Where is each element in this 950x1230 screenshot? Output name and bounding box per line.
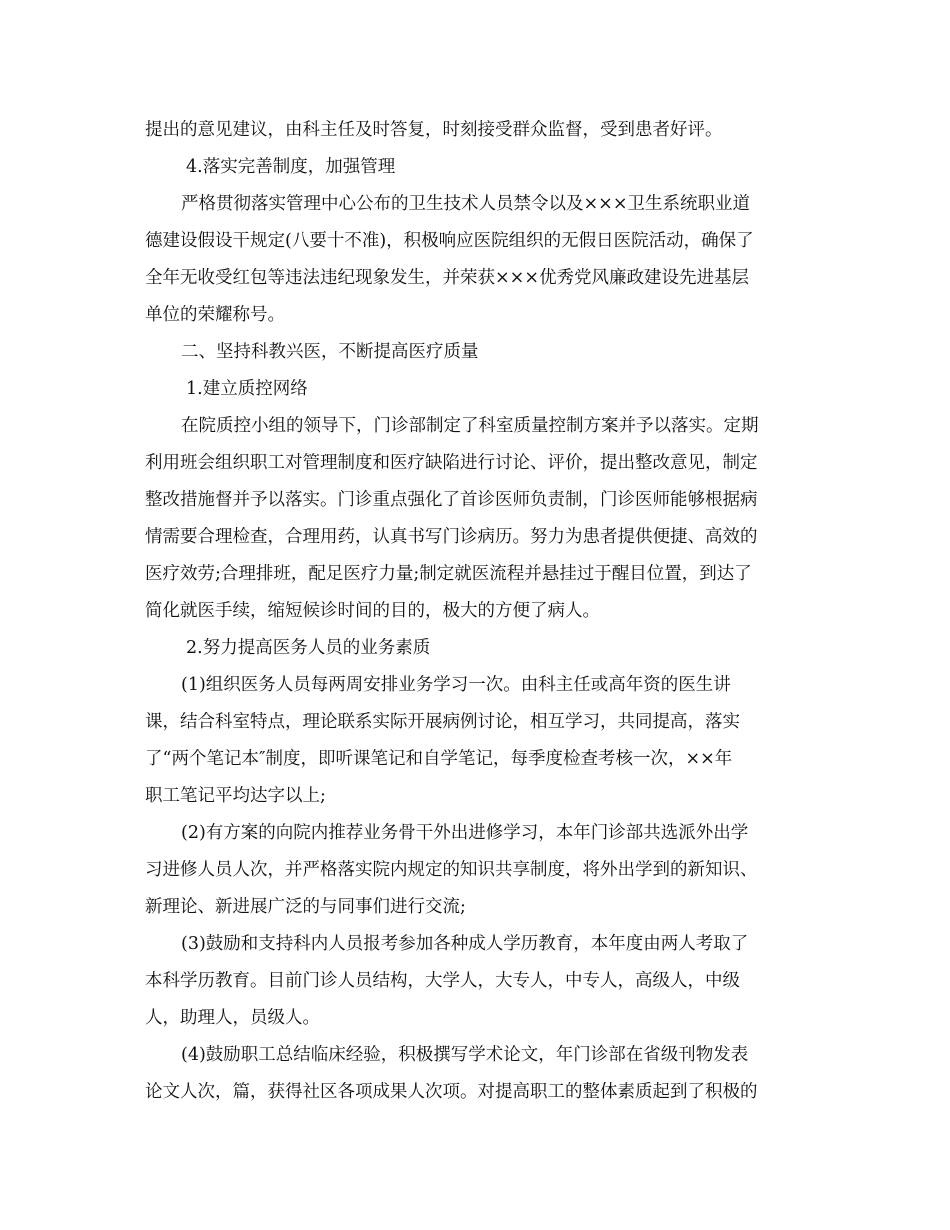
paragraph-line: 本科学历教育。目前门诊人员结构，大学人，大专人，中专人，高级人，中级 xyxy=(145,971,740,991)
paragraph-line: 新理论、新进展广泛的与同事们进行交流; xyxy=(145,897,466,917)
subheading-4: 4.落实完善制度，加强管理 xyxy=(186,157,396,177)
paragraph-line: 课，结合科室特点，理论联系实际开展病例讨论，相互学习，共同提高，落实 xyxy=(145,712,740,732)
paragraph-line: 简化就医手续，缩短候诊时间的目的，极大的方便了病人。 xyxy=(145,601,600,621)
paragraph-line: 利用班会组织职工对管理制度和医疗缺陷进行讨论、评价，提出整改意见，制定 xyxy=(145,453,758,473)
paragraph-line: 整改措施督并予以落实。门诊重点强化了首诊医师负责制，门诊医师能够根据病 xyxy=(145,490,758,510)
paragraph-line: 在院质控小组的领导下，门诊部制定了科室质量控制方案并予以落实。定期 xyxy=(181,416,759,436)
paragraph-line: 德建设假设干规定(八要十不准)，积极响应医院组织的无假日医院活动，确保了 xyxy=(145,231,754,251)
paragraph-line: (4)鼓励职工总结临床经验，积极撰写学术论文，年门诊部在省级刊物发表 xyxy=(181,1045,749,1065)
paragraph-line: 了“两个笔记本″制度，即听课笔记和自学笔记，每季度检查考核一次，××年 xyxy=(145,749,733,769)
paragraph-line: (3)鼓励和支持科内人员报考参加各种成人学历教育，本年度由两人考取了 xyxy=(181,934,749,954)
paragraph-line: 提出的意见建议，由科主任及时答复，时刻接受群众监督，受到患者好评。 xyxy=(145,120,723,140)
paragraph-line: 职工笔记平均达字以上; xyxy=(145,786,326,806)
paragraph-line: 严格贯彻落实管理中心公布的卫生技术人员禁令以及×××卫生系统职业道 xyxy=(181,194,750,214)
subheading-1: 1.建立质控网络 xyxy=(186,379,308,399)
paragraph-line: 论文人次，篇，获得社区各项成果人次项。对提高职工的整体素质起到了积极的 xyxy=(145,1082,758,1102)
paragraph-line: 情需要合理检查，合理用药，认真书写门诊病历。努力为患者提供便捷、高效的 xyxy=(145,527,758,547)
section-heading: 二、坚持科教兴医，不断提高医疗质量 xyxy=(181,342,479,362)
paragraph-line: 全年无收受红包等违法违纪现象发生，并荣获×××优秀党风廉政建设先进基层 xyxy=(145,268,749,288)
subheading-2: 2.努力提高医务人员的业务素质 xyxy=(186,638,431,658)
paragraph-line: 习进修人员人次，并严格落实院内规定的知识共享制度，将外出学到的新知识、 xyxy=(145,860,758,880)
paragraph-line: 医疗效劳;合理排班，配足医疗力量;制定就医流程并悬挂过于醒目位置，到达了 xyxy=(145,564,752,584)
paragraph-line: 人，助理人，员级人。 xyxy=(145,1008,320,1028)
paragraph-line: (2)有方案的向院内推荐业务骨干外出进修学习，本年门诊部共选派外出学 xyxy=(181,823,749,843)
paragraph-line: (1)组织医务人员每两周安排业务学习一次。由科主任或高年资的医生讲 xyxy=(181,675,731,695)
paragraph-line: 单位的荣耀称号。 xyxy=(145,305,285,325)
